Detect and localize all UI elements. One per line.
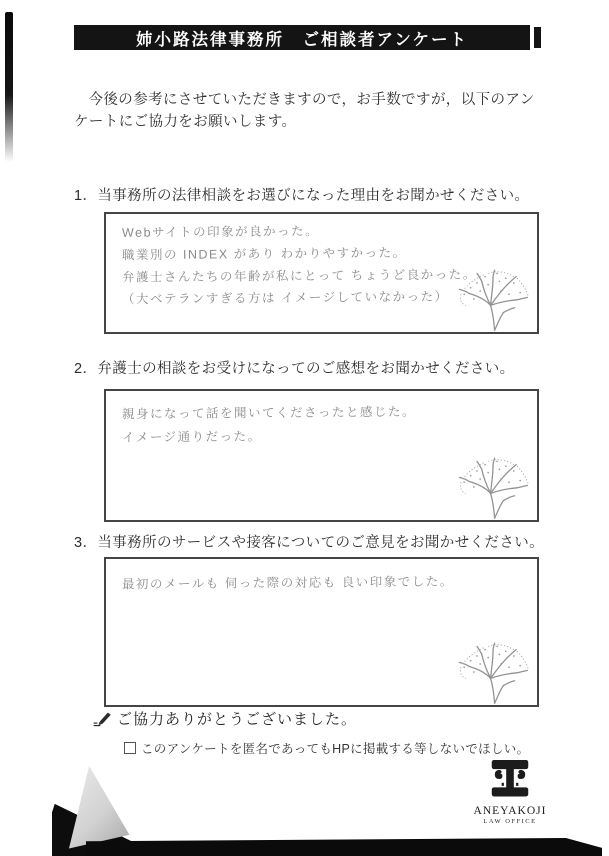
law-office-logo	[466, 760, 554, 825]
handwritten-answer-line: 弁護士さんたちの年齢が私にとって ちょうど良かった。	[121, 267, 477, 285]
answer-box-2	[104, 389, 539, 522]
empty-checkbox	[124, 742, 136, 754]
logo-subtitle: LAW OFFICE	[483, 818, 537, 825]
bare-tree-sketch-icon	[453, 639, 533, 705]
question-1-label: 1．当事務所の法律相談をお選びになった理由をお聞かせください。	[74, 188, 530, 204]
anonymity-note	[124, 739, 529, 757]
pen-writing-icon	[92, 710, 112, 727]
handwritten-answer-line: 最初のメールも 伺った際の対応も 良い印象でした。	[121, 574, 454, 592]
answer-box-1	[104, 212, 539, 334]
logo-name: ANEYAKOJI	[473, 805, 547, 817]
thanks-line	[92, 708, 357, 729]
handwritten-answer-line: 親身になって話を聞いてくださったと感じた。	[121, 404, 417, 422]
title-bar-end-mark	[534, 27, 541, 48]
handwritten-answer-line: Webサイトの印象が良かった。	[121, 224, 320, 240]
bare-tree-sketch-icon	[453, 454, 533, 520]
anonymity-note-text: このアンケートを匿名であってもHPに掲載する等しないでほしい。	[141, 742, 530, 756]
bare-tree-sketch-icon	[453, 266, 533, 332]
document-title-bar	[74, 25, 530, 50]
aneyakoji-logo-icon	[487, 760, 533, 798]
handwritten-answer-line: （大ベテランすぎる方は イメージしていなかった）	[121, 289, 449, 307]
intro-paragraph: 今後の参考にさせていただきますので，お手数ですが，以下のアンケートにご協力をお願いします。	[74, 92, 535, 131]
answer-box-3	[104, 557, 539, 707]
thanks-text: ご協力ありがとうございました。	[117, 711, 358, 728]
handwritten-answer-line: 職業別の INDEX があり わかりやすかった。	[121, 245, 407, 263]
scan-edge-bottom	[86, 838, 602, 856]
document-title: 姉小路法律事務所 ご相談者アンケート	[135, 30, 468, 49]
scan-edge-left	[5, 12, 13, 162]
question-3-label: 3．当事務所のサービスや接客についてのご意見をお聞かせください。	[74, 535, 545, 551]
handwritten-answer-line: イメージ通りだった。	[121, 429, 262, 445]
question-2-label: 2．弁護士の相談をお受けになってのご感想をお聞かせください。	[74, 361, 515, 377]
